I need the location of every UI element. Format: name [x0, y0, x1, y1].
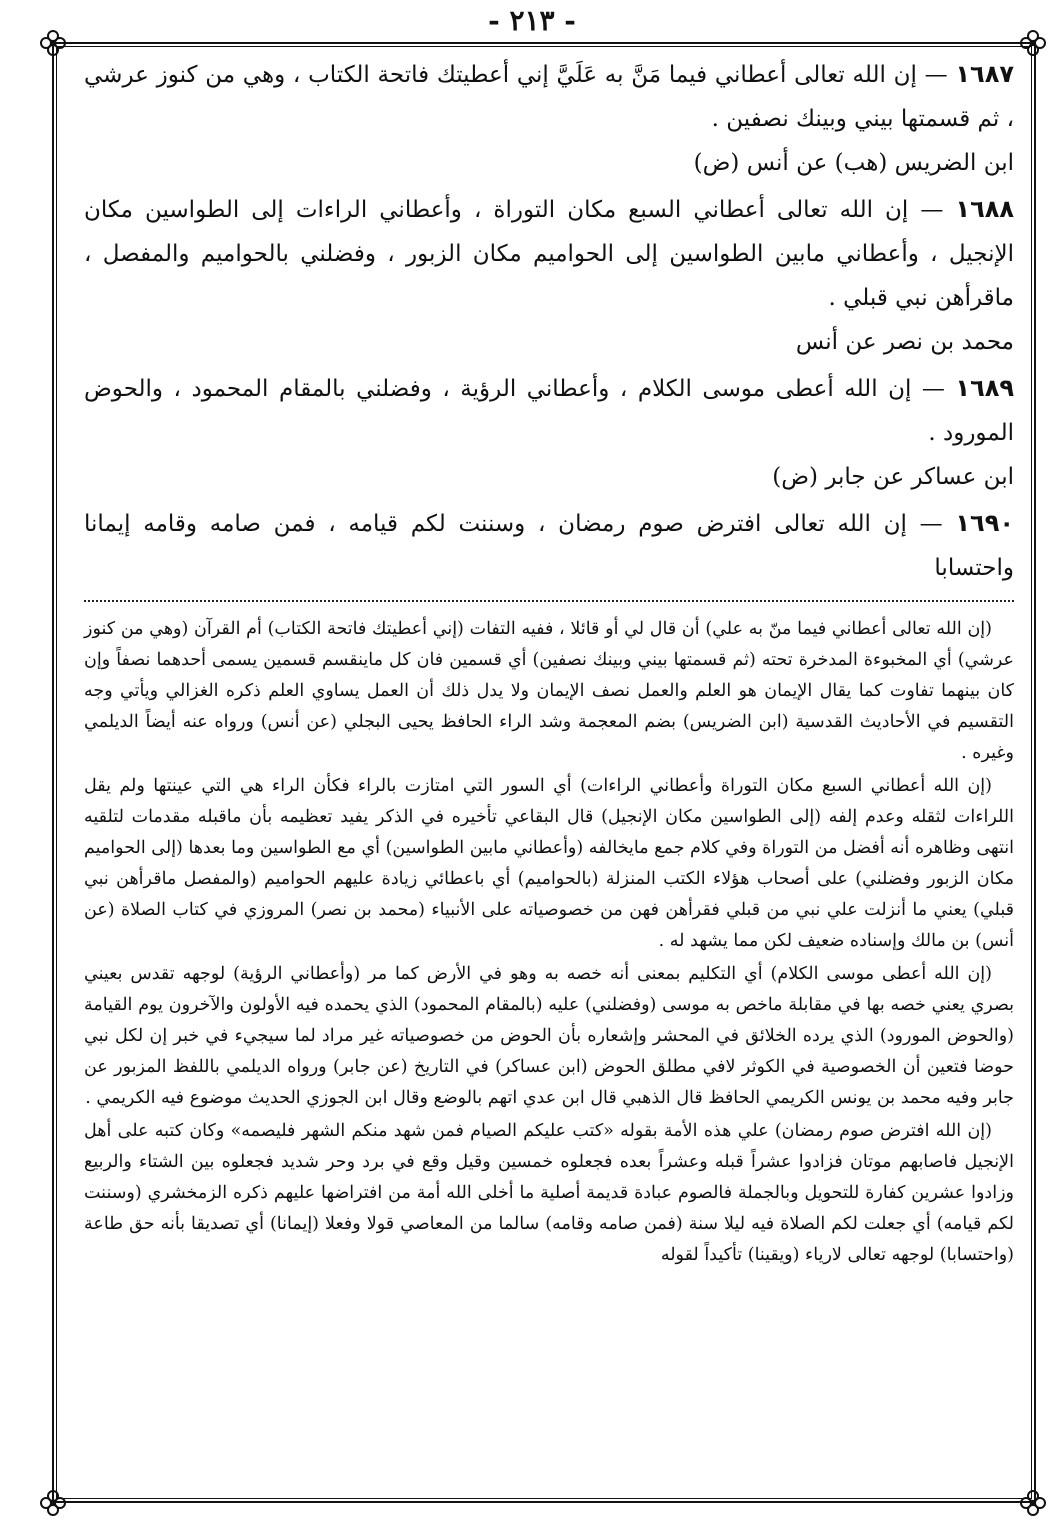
hadith-source: ابن عساكر عن جابر (ض) [772, 464, 1014, 490]
hadith-number: ١٦٨٨ [955, 195, 1015, 223]
section-divider [84, 600, 1014, 602]
corner-ornament-icon [38, 28, 68, 58]
commentary-paragraph: (إن الله أعطى موسى الكلام) أي التكليم بمعنى أنه خصه به وهو في الأرض كما مر (وأعطاني الرؤية) لوجهه تقدس بعيني بصري يعني خصه بها في مقابلة ماخص به موسى (وفضلني) عليه (بالمقام المحمود) الذي يحمده فيه الأولون والآخرون يوم القيامة (والحوض المورود) الذي يرده الخلائق في المحشر وإشعاره بأن الحوض من خصوصياته غير مراد لما سيجيء في خبر إن لكل نبي حوضا فتعين أن الخصوصية في الكوثر لافي مطلق الحوض (ابن عساكر) في التاريخ (عن جابر) ورواه الديلمي باللفظ المزبور عن جابر وفيه محمد بن يونس الكريمي الحافظ قال الذهبي قال ابن عدي اتهم بالوضع وقال ابن الجوزي الحديث موضوع فيه الكريمي . [84, 964, 1014, 1108]
hadith-entry: ١٦٨٨ — إن الله تعالى أعطاني السبع مكان التوراة ، وأعطاني الراءات إلى الطواسين مكان الإنجيل ، وأعطاني مابين الطواسين إلى الحواميم مكان الزبور ، وفضلني بالحواميم والمفصل ، ماقرأهن نبي قبلي . محمد بن نصر عن أنس [84, 187, 1014, 364]
hadith-number: ١٦٨٧ [955, 60, 1014, 88]
hadith-source: محمد بن نصر عن أنس [795, 329, 1014, 355]
hadith-source: ابن الضريس (هب) عن أنس (ض) [693, 150, 1014, 176]
commentary-paragraph: (إن الله أعطاني السبع مكان التوراة وأعطاني الراءات) أي السور التي امتازت بالراء فكأن الراء هي التي عينتها ولم يقل اللراءات لثقله وعدم إلفه (إلى الطواسين مكان الإنجيل) قال البقاعي تأخيره في الذكر يفيد تعظيمه بأن ماقبله مقدمات لتلقيه انتهى وظاهره أنه أفضل من التوراة وفي كلام جمع مايخالفه (وأعطاني مابين الطواسين) أي مع الطواسين وما بعدها (إلى الحواميم مكان الزبور وفضلني) على أصحاب هؤلاء الكتب المنزلة (بالحواميم) أي باعطائي زيادة عليهم الحواميم (والمفصل ماقرأهن نبي قبلي) يعني ما أنزلت علي نبي من قبلي فقرأهن فهن من خصوصياته على الأنبياء (محمد بن نصر) المروزي في كتاب الصلاة (عن أنس) بن مالك وإسناده ضعيف لكن مما يشهد له . [84, 776, 1014, 951]
hadith-text: إن الله أعطى موسى الكلام ، وأعطاني الرؤية ، وفضلني بالمقام المحمود ، والحوض المورود . [84, 376, 1014, 446]
hadith-entry: ١٦٨٩ — إن الله أعطى موسى الكلام ، وأعطاني الرؤية ، وفضلني بالمقام المحمود ، والحوض المورود . ابن عساكر عن جابر (ض) [84, 366, 1014, 499]
hadith-text: إن الله تعالى أعطاني السبع مكان التوراة ، وأعطاني الراءات إلى الطواسين مكان الإنجيل ، وأعطاني مابين الطواسين إلى الحواميم مكان الزبور ، وفضلني بالحواميم والمفصل ، ماقرأهن نبي قبلي . [84, 197, 1014, 311]
hadith-entry: ١٦٩٠ — إن الله تعالى افترض صوم رمضان ، وسننت لكم قيامه ، فمن صامه وقامه إيمانا واحتسابا [84, 509, 1014, 581]
commentary-section [84, 614, 1014, 1271]
hadith-entry: ١٦٨٧ — إن الله تعالى أعطاني فيما مَنَّ به عَلَيَّ إني أعطيتك فاتحة الكتاب ، وهي من كنوز عرشي ، ثم قسمتها بيني وبينك نصفين . ابن الضريس (هب) عن أنس (ض) [84, 52, 1014, 185]
corner-ornament-icon [1018, 1488, 1048, 1518]
hadith-section [84, 52, 1014, 590]
page-content [84, 52, 1014, 1500]
hadith-number: ١٦٨٩ [955, 374, 1015, 402]
commentary-paragraph: (إن الله تعالى أعطاني فيما منّ به علي) أن قال لي أو قائلا ، ففيه التفات (إني أعطيتك فاتحة الكتاب) أم القرآن (وهي من كنوز عرشي) أي المخبوءة المدخرة تحته (ثم قسمتها بيني وبينك نصفين) أي قسمين فان كل ماينقسم قسمين يسمى أحدهما نصفاً وإن كان بينهما تفاوت كما يقال الإيمان هو العلم والعمل نصف الإيمان ولا يدل ذلك أن العمل يساوي العلم ذكره الغزالي ويأتي وجه التقسيم في الأحاديث القدسية (ابن الضريس) بضم المعجمة وشد الراء الحافظ يحيى البجلي (عن أنس) ورواه عنه أيضاً الديلمي وغيره . [84, 619, 1014, 763]
corner-ornament-icon [1018, 28, 1048, 58]
hadith-text: إن الله تعالى أعطاني فيما مَنَّ به عَلَيَّ إني أعطيتك فاتحة الكتاب ، وهي من كنوز عرشي ، ثم قسمتها بيني وبينك نصفين . [84, 62, 1014, 132]
hadith-text: إن الله تعالى افترض صوم رمضان ، وسننت لكم قيامه ، فمن صامه وقامه إيمانا واحتسابا [84, 511, 1014, 581]
page-number: - ٢١٣ - [488, 4, 576, 37]
hadith-number: ١٦٩٠ [955, 509, 1014, 537]
commentary-paragraph: (إن الله افترض صوم رمضان) علي هذه الأمة بقوله «كتب عليكم الصيام فمن شهد منكم الشهر فليصمه» وكان كتبه على أهل الإنجيل فاصابهم موتان فزادوا عشراً قبله وعشراً بعده فجعلوه خمسين وقيل وقع في برد وحر شديد فجعلوه بين الشتاء والربيع وزادوا عشرين كفارة للتحويل وبالجملة فالصوم عبادة قديمة أصلية ما أخلى الله أمة من افتراضها عليهم ذكره الزمخشري (وسننت لكم قيامه) أي جعلت لكم الصلاة فيه ليلا سنة (فمن صامه وقامه) سالما من المعاصي قولا وفعلا (إيمانا) أي تصديقا بأنه حق طاعة (واحتسابا) لوجهه تعالى لارياء (ويقينا) تأكيداً لقوله [84, 1121, 1014, 1265]
corner-ornament-icon [38, 1488, 68, 1518]
